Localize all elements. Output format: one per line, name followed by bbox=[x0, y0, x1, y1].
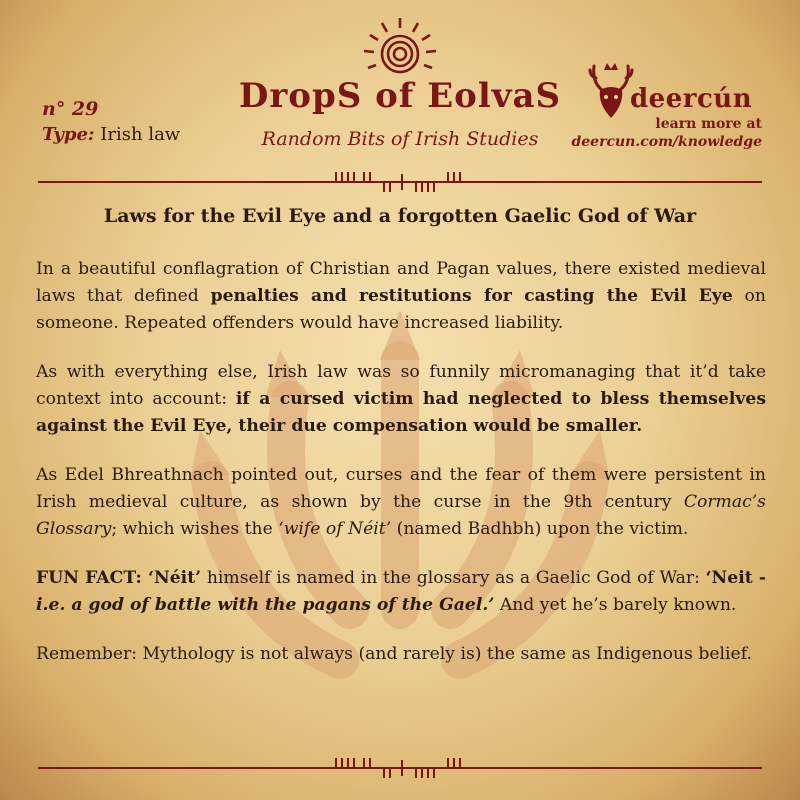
type-line bbox=[42, 124, 180, 145]
paragraph-reminder: Remember: Mythology is not always (and rarely is) the same as Indigenous belief. bbox=[36, 644, 752, 664]
paragraph-1: In a beautiful conflagration of Christian and Pagan values, there existed medieval laws that defined penalties and restitutions for casting the Evil Eye on someone. Repeated offenders would have increased liability. bbox=[36, 259, 766, 333]
article-heading: Laws for the Evil Eye and a forgotten Gaelic God of War bbox=[103, 205, 697, 227]
ogham-divider-bottom bbox=[0, 752, 800, 784]
deer-head-logo-icon bbox=[588, 60, 634, 124]
brand-name: deercún bbox=[630, 84, 753, 114]
series-subtitle: Random Bits of Irish Studies bbox=[261, 128, 539, 150]
paragraph-fun-fact: FUN FACT: ‘Néit’ himself is named in the glossary as a Gaelic God of War: ‘Neit - i.e. a god of battle with the pagans of the Gael.’ And yet he’s barely known. bbox=[36, 568, 767, 615]
paragraph-3: As Edel Bhreathnach pointed out, curses and the fear of them were persistent in Irish medieval culture, as shown by the curse in the 9th century Cormac’s Glossary; which wishes the ‘wife of Néit’ (named Badhbh) upon the victim. bbox=[36, 465, 766, 539]
type-value: Irish law bbox=[100, 124, 181, 145]
article-body bbox=[36, 256, 766, 690]
paragraph-2: As with everything else, Irish law was so funnily micromanaging that it’d take context into account: if a cursed victim had neglected to bless themselves against the Evil Eye, their due compensation would be smaller. bbox=[36, 362, 766, 436]
ogham-divider-top bbox=[0, 166, 800, 198]
type-label: Type: bbox=[42, 124, 95, 145]
spiral-sun-icon bbox=[358, 14, 442, 84]
series-title: DropS of EolvaS bbox=[238, 76, 562, 116]
issue-number: n° 29 bbox=[42, 98, 99, 120]
brand-link[interactable]: deercun.com/knowledge bbox=[571, 134, 762, 150]
brand-cta: learn more at bbox=[655, 116, 762, 132]
